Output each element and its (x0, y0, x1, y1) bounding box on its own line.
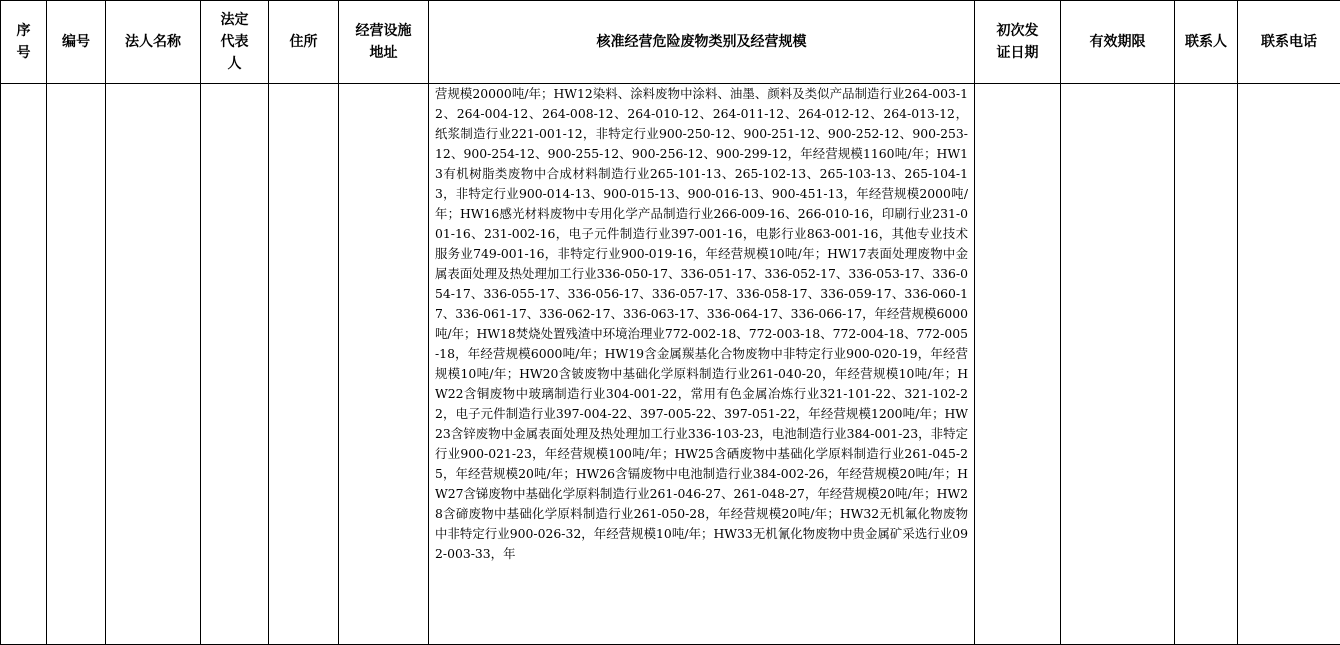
header-address: 住所 (269, 1, 339, 84)
cell-scope (429, 84, 975, 645)
header-validity: 有效期限 (1061, 1, 1175, 84)
cell-phone (1238, 84, 1340, 645)
cell-representative (201, 84, 269, 645)
header-scope: 核准经营危险废物类别及经营规模 (429, 1, 975, 84)
header-seq: 序号 (1, 1, 47, 84)
header-code: 编号 (47, 1, 106, 84)
cell-legal-name (106, 84, 201, 645)
header-representative: 法定代表人 (201, 1, 269, 84)
cell-seq (1, 84, 47, 645)
header-facility-address: 经营设施地址 (339, 1, 429, 84)
cell-contact (1175, 84, 1238, 645)
cell-code (47, 84, 106, 645)
cell-address (269, 84, 339, 645)
header-row (1, 1, 1340, 84)
cell-issue-date (975, 84, 1061, 645)
cell-validity (1061, 84, 1175, 645)
table-row (1, 84, 1340, 645)
header-issue-date: 初次发证日期 (975, 1, 1061, 84)
scope-text: 营规模20000吨/年；HW12染料、涂料废物中涂料、油墨、颜料及类似产品制造行业264-003-12、264-004-12、264-008-12、264-010-12、264-011-12、264-012-12、264-013-12，纸浆制造行业221-001-12，非特定行业900-250-12、900-251-12、900-252-12、900-253-12、900-254-12、900-255-12、900-256-12、900-299-12，年经营规模1160吨/年；HW13有机树脂类废物中合成材料制造行业265-101-13、265-102-13、265-103-13、265-104-13，非特定行业900-014-13、900-015-13、900-016-13、900-451-13，年经营规模2000吨/年；HW16感光材料废物中专用化学产品制造行业266-009-16、266-010-16，印刷行业231-001-16、231-002-16，电子元件制造行业397-001-16，电影行业863-001-16，其他专业技术服务业749-001-16，非特定行业900-019-16，年经营规模10吨/年；HW17表面处理废物中金属表面处理及热处理加工行业336-050-17、336-051-17、336-052-17、336-053-17、336-054-17、336-055-17、336-056-17、336-057-17、336-058-17、336-059-17、336-060-17、336-061-17、336-062-17、336-063-17、336-064-17、336-066-17，年经营规模6000吨/年；HW18焚烧处置残渣中环境治理业772-002-18、772-003-18、772-004-18、772-005-18，年经营规模6000吨/年；HW19含金属羰基化合物废物中非特定行业900-020-19，年经营规模10吨/年；HW20含铍废物中基础化学原料制造行业261-040-20，年经营规模10吨/年；HW22含铜废物中玻璃制造行业304-001-22，常用有色金属冶炼行业321-101-22、321-102-22，电子元件制造行业397-004-22、397-005-22、397-051-22，年经营规模1200吨/年；HW23含锌废物中金属表面处理及热处理加工行业336-103-23，电池制造行业384-001-23，非特定行业900-021-23，年经营规模100吨/年；HW25含硒废物中基础化学原料制造行业261-045-25，年经营规模20吨/年；HW26含镉废物中电池制造行业384-002-26，年经营规模20吨/年；HW27含锑废物中基础化学原料制造行业261-046-27、261-048-27，年经营规模20吨/年；HW28含碲废物中基础化学原料制造行业261-050-28，年经营规模20吨/年；HW32无机氟化物废物中非特定行业900-026-32，年经营规模10吨/年；HW33无机氰化物废物中贵金属矿采选行业092-003-33，年 (429, 84, 974, 644)
cell-facility-address (339, 84, 429, 645)
header-legal-name: 法人名称 (106, 1, 201, 84)
header-phone: 联系电话 (1238, 1, 1340, 84)
header-contact: 联系人 (1175, 1, 1238, 84)
